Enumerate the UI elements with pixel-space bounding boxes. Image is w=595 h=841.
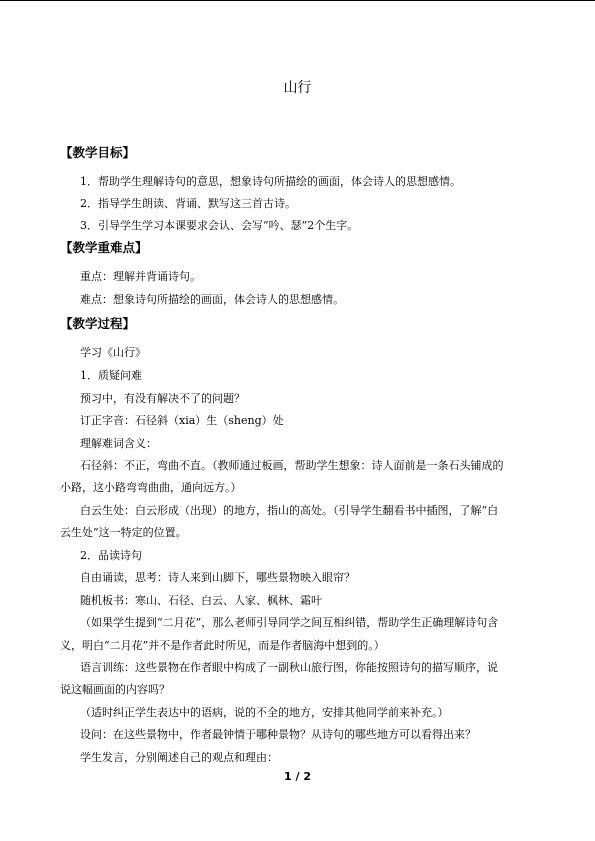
process-line: 学生发言，分别阐述自己的观点和理由： [80,751,278,764]
heading-process: 【教学过程】 [60,316,136,331]
goal-item: 2．指导学生朗读、背诵、默写这三首古诗。 [80,197,296,210]
process-line: 云生处”这一特定的位置。 [60,526,187,539]
process-line: 小路，这小路弯弯曲曲，通向远方。） [60,481,242,494]
process-line: 订正字音：石径斜（xia）生（sheng）处 [80,414,284,427]
process-line: 随机板书：寒山、石径、白云、人家、枫林、霜叶 [80,594,322,607]
process-line: 理解难词含义： [80,437,157,450]
process-line: 1．质疑问难 [80,369,142,382]
page-top-rule [0,0,595,1]
heading-goals: 【教学目标】 [60,145,136,160]
goal-item: 3．引导学生学习本课要求会认、会写“吟、瑟”2个生字。 [80,219,359,232]
heading-keypoints: 【教学重难点】 [60,240,148,255]
goal-item: 1．帮助学生理解诗句的意思，想象诗句所描绘的画面，体会诗人的思想感情。 [80,175,461,188]
process-line: 2．品读诗句 [80,549,142,562]
process-line: 石径斜：不正，弯曲不直。（教师通过板画，帮助学生想象：诗人面前是一条石头铺成的 [80,459,504,472]
process-line: （如果学生提到“二月花”，那么老师引导同学之间互相纠错，帮助学生正确理解诗句含 [80,616,499,629]
process-line: （适时纠正学生表达中的语病，说的不全的地方，安排其他同学前来补充。） [80,706,449,719]
process-line: 预习中，有没有解决不了的问题？ [80,392,245,405]
process-line: 白云生处：白云形成（出现）的地方，指山的高处。（引导学生翻看书中插图，了解“白 [80,504,499,517]
process-line: 义，明白“二月花”并不是作者此时所见，而是作者脑海中想到的。） [60,639,385,652]
process-line: 语言训练：这些景物在作者眼中构成了一副秋山旅行图，你能按照诗句的描写顺序，说 [80,661,498,674]
process-line: 设问：在这些景物中，作者最钟情于哪种景物？从诗句的哪些地方可以看得出来？ [80,728,476,741]
keypoint-item: 重点：理解并背诵诗句。 [80,270,201,283]
process-line: 说这幅画面的内容吗？ [60,683,170,696]
keypoint-item: 难点：想象诗句所描绘的画面，体会诗人的思想感情。 [80,293,344,306]
process-line: 自由诵读，思考：诗人来到山脚下，哪些景物映入眼帘？ [80,571,355,584]
page-number: 1 / 2 [284,770,311,783]
process-line: 学习《山行》 [80,346,146,359]
document-title: 山行 [283,80,312,96]
